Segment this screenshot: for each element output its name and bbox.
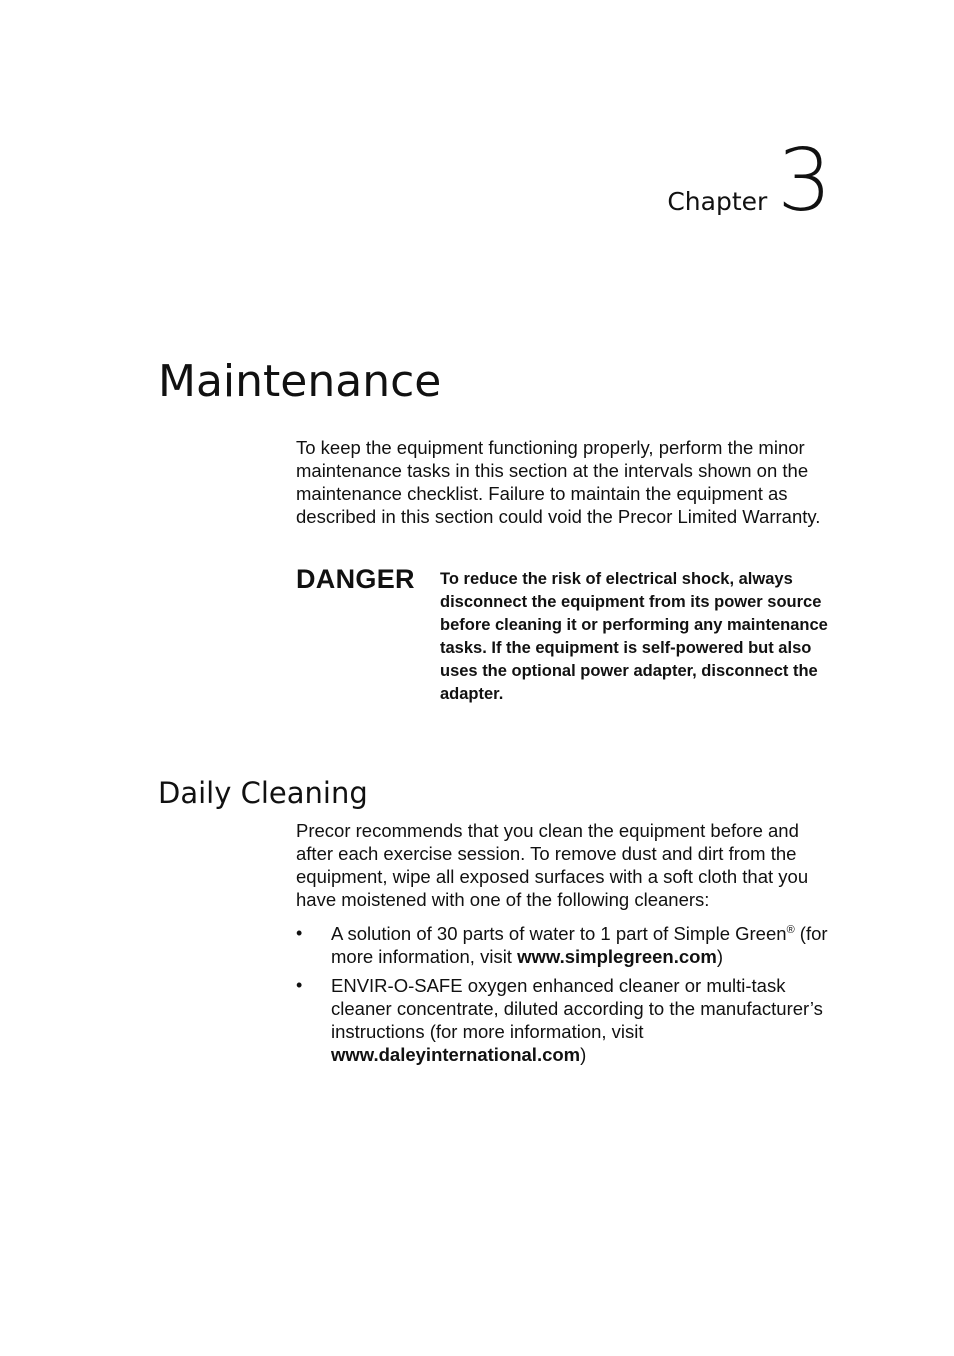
bullet-icon: • — [296, 923, 303, 943]
registered-mark: ® — [786, 923, 795, 936]
chapter-heading — [667, 131, 832, 231]
list-item-text-end: ) — [716, 946, 724, 967]
list-item-text-cont: (for more information, visit — [331, 923, 828, 967]
cleaner-list — [296, 922, 841, 1072]
page-title: Maintenance — [158, 356, 442, 407]
intro-paragraph: To keep the equipment functioning properly, perform the minor maintenance tasks in this section at the intervals shown on the maintenance checklist. Failure to maintain the equipment as described in this section could void the Precor Limited Warranty. — [296, 437, 821, 527]
simplegreen-link[interactable]: www.simplegreen.com — [517, 946, 717, 967]
list-item — [296, 974, 841, 1066]
chapter-number: 3 — [777, 131, 832, 231]
list-item-text: A solution of 30 parts of water to 1 part of Simple Green — [331, 923, 787, 944]
bullet-icon: • — [296, 975, 303, 995]
list-item — [296, 922, 841, 968]
list-item-text-end: ) — [580, 1044, 587, 1065]
list-item-text: ENVIR-O-SAFE oxygen enhanced cleaner or multi-task cleaner concentrate, diluted according to the manufacturer’s instructions (for more information, visit — [331, 975, 823, 1042]
danger-warning-text: To reduce the risk of electrical shock, always disconnect the equipment from its power source before cleaning it or performing any maintenance tasks. If the equipment is self-powered but also uses the optional power adapter, disconnect the adapter. — [440, 570, 828, 703]
chapter-label: Chapter — [667, 187, 768, 216]
danger-label: DANGER — [296, 564, 415, 594]
section-heading-daily-cleaning: Daily Cleaning — [158, 776, 368, 810]
daleyinternational-link[interactable]: www.daleyinternational.com — [331, 1044, 581, 1065]
daily-cleaning-paragraph: Precor recommends that you clean the equipment before and after each exercise session. To remove dust and dirt from the equipment, wipe all exposed surfaces with a soft cloth that you have moistened with one of the following cleaners: — [296, 820, 809, 910]
